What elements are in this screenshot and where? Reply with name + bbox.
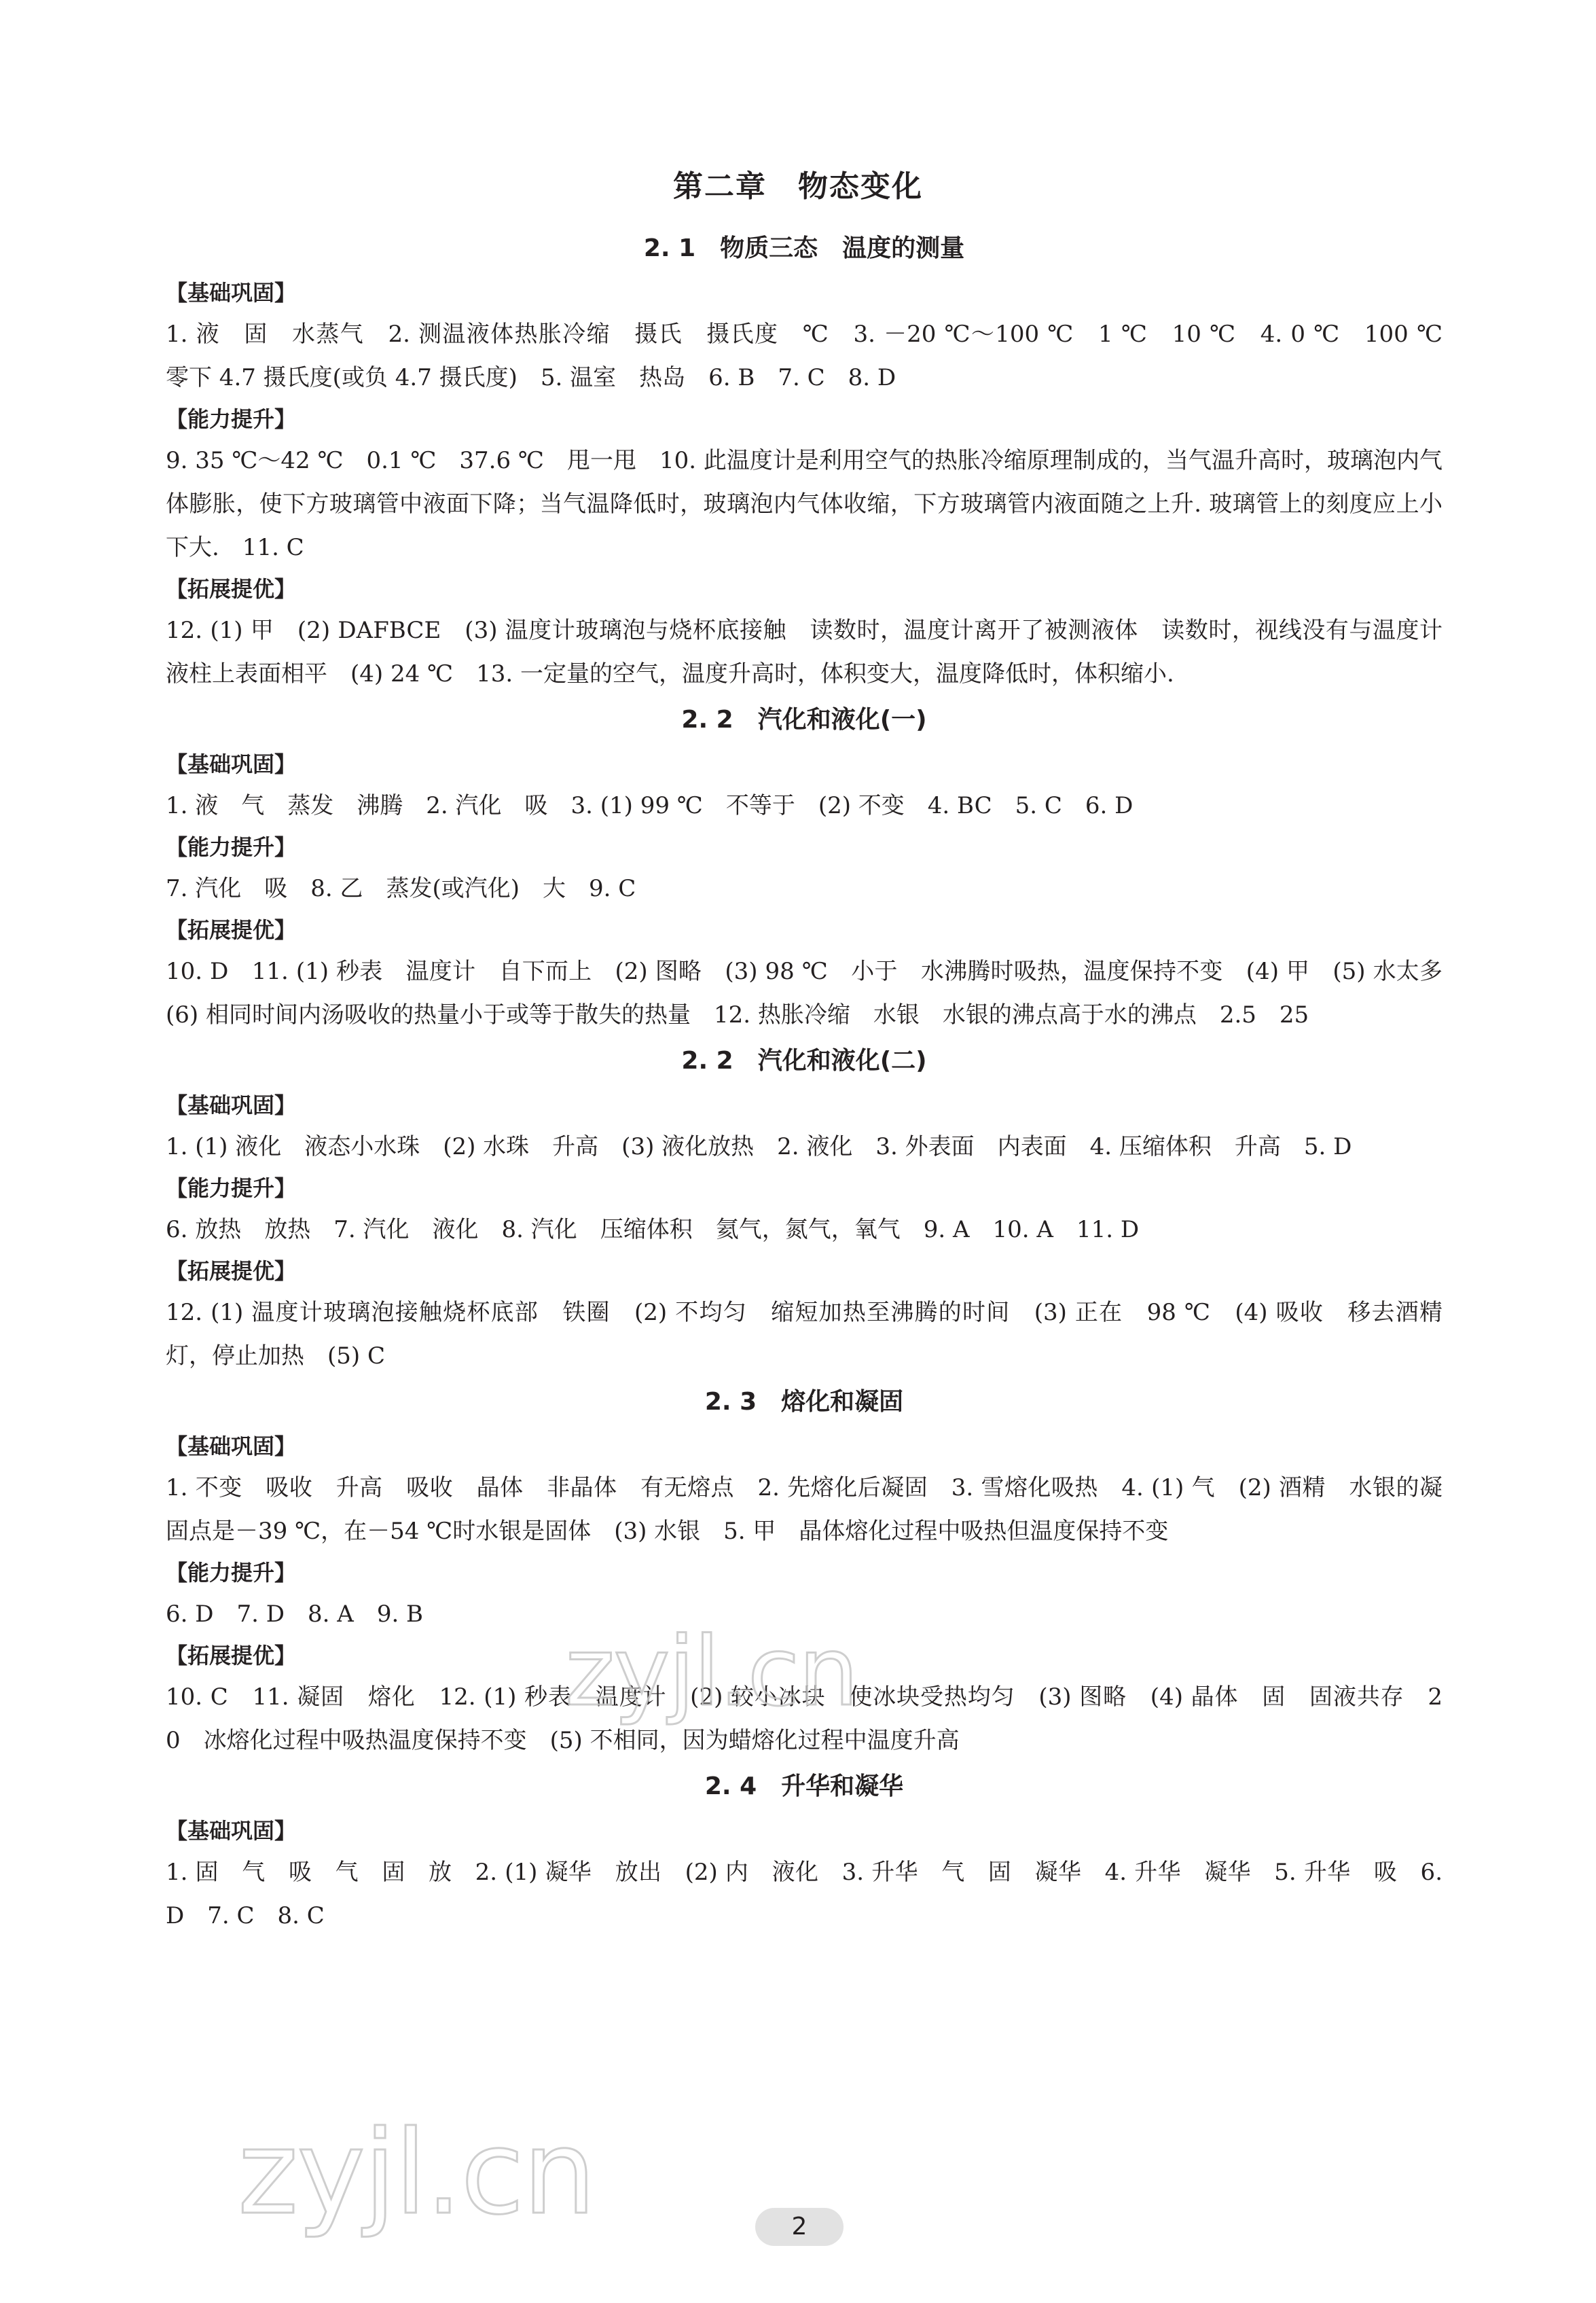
section-2-2-part1 xyxy=(166,696,1466,1037)
section-2-4 xyxy=(166,1762,1450,1938)
answer-text: 6. 放热 放热 7. 汽化 液化 8. 汽化 压缩体积 氦气，氮气，氧气 9. A 10. A 11. D xyxy=(166,1216,1140,1243)
answer-text: 12. (1) 甲 (2) DAFBCE (3) 温度计玻璃泡与烧杯底接触 读数时，温度计离开了被测液体 读数时，视线没有与温度计液柱上表面相平 (4) 24 ℃ 13. 一定量的空气，温度升高时，体积变大，温度降低时，体积缩小. xyxy=(166,617,1443,688)
answer-text: 9. 35 ℃～42 ℃ 0.1 ℃ 37.6 ℃ 甩一甩 10. 此温度计是利用空气的热胀冷缩原理制成的，当气温升高时，玻璃泡内气体膨胀，使下方玻璃管中液面下降；当气温降低时，玻璃泡内气体收缩，下方玻璃管内液面随之上升. 玻璃管上的刻度应上小下大. 11. C xyxy=(166,447,1443,561)
part-label: 【能力提升】 xyxy=(166,834,297,860)
part-label: 【基础巩固】 xyxy=(166,1433,297,1459)
section-title: 2. 2 汽化和液化(一) xyxy=(681,706,927,734)
part-label: 【能力提升】 xyxy=(166,1175,297,1201)
answer-text: 12. (1) 温度计玻璃泡接触烧杯底部 铁圈 (2) 不均匀 缩短加热至沸腾的时间 (3) 正在 98 ℃ (4) 吸收 移去酒精灯，停止加热 (5) C xyxy=(166,1299,1443,1370)
answer-text: 10. C 11. 凝固 熔化 12. (1) 秒表 温度计 (2) 较小冰块 使冰块受热均匀 (3) 图略 (4) 晶体 固 固液共存 2 0 冰熔化过程中吸热温度保持不变 (5) 不相同，因为蜡熔化过程中温度升高 xyxy=(166,1683,1466,1754)
part-label: 【拓展提优】 xyxy=(166,1258,297,1284)
part-label: 【基础巩固】 xyxy=(166,1092,297,1118)
section-title: 2. 1 物质三态 温度的测量 xyxy=(643,234,965,262)
section-title: 2. 4 升华和凝华 xyxy=(704,1772,904,1800)
section-2-1 xyxy=(166,224,1466,696)
part-label: 【拓展提优】 xyxy=(166,576,297,602)
answer-text: 6. D 7. D 8. A 9. B xyxy=(166,1601,424,1628)
part-label: 【拓展提优】 xyxy=(166,917,297,943)
part-label: 【拓展提优】 xyxy=(166,1643,297,1668)
part-label: 【能力提升】 xyxy=(166,1560,297,1586)
page-number: 2 xyxy=(755,2208,844,2246)
section-2-2-part2 xyxy=(166,1037,1443,1378)
section-title: 2. 3 熔化和凝固 xyxy=(704,1388,904,1416)
answer-text: 1. (1) 液化 液态小水珠 (2) 水珠 升高 (3) 液化放热 2. 液化 3. 外表面 内表面 4. 压缩体积 升高 5. D xyxy=(166,1133,1352,1160)
answer-text: 1. 液 气 蒸发 沸腾 2. 汽化 吸 3. (1) 99 ℃ 不等于 (2) 不变 4. BC 5. C 6. D xyxy=(166,792,1133,819)
part-label: 【基础巩固】 xyxy=(166,280,297,306)
answer-text: 1. 不变 吸收 升高 吸收 晶体 非晶体 有无熔点 2. 先熔化后凝固 3. 雪熔化吸热 4. (1) 气 (2) 酒精 水银的凝固点是－39 ℃，在－54 ℃时水银是固体 (3) 水银 5. 甲 晶体熔化过程中吸热但温度保持不变 xyxy=(166,1474,1443,1545)
watermark: zyjl.cn xyxy=(238,2106,595,2240)
part-label: 【能力提升】 xyxy=(166,406,297,432)
section-title: 2. 2 汽化和液化(二) xyxy=(681,1047,927,1075)
watermark: zyjl.cn xyxy=(565,1617,858,1728)
part-label: 【基础巩固】 xyxy=(166,751,297,777)
part-label: 【基础巩固】 xyxy=(166,1818,297,1844)
answer-text: 1. 液 固 水蒸气 2. 测温液体热胀冷缩 摄氏 摄氏度 ℃ 3. －20 ℃～100 ℃ 1 ℃ 10 ℃ 4. 0 ℃ 100 ℃ 零下 4.7 摄氏度(或负 4.7 摄氏度) 5. 温室 热岛 6. B 7. C 8. D xyxy=(166,321,1466,391)
answer-text: 10. D 11. (1) 秒表 温度计 自下而上 (2) 图略 (3) 98 ℃ 小于 水沸腾时吸热，温度保持不变 (4) 甲 (5) 水太多 (6) 相同时间内汤吸收的热量小于或等于散失的热量 12. 热胀冷缩 水银 水银的沸点高于水的沸点 2.5 25 xyxy=(166,958,1466,1029)
answer-text: 1. 固 气 吸 气 固 放 2. (1) 凝华 放出 (2) 内 液化 3. 升华 气 固 凝华 4. 升华 凝华 5. 升华 吸 6. D 7. C 8. C xyxy=(166,1859,1450,1929)
chapter-title: 第二章 物态变化 xyxy=(673,169,923,204)
answer-text: 7. 汽化 吸 8. 乙 蒸发(或汽化) 大 9. C xyxy=(166,875,636,902)
